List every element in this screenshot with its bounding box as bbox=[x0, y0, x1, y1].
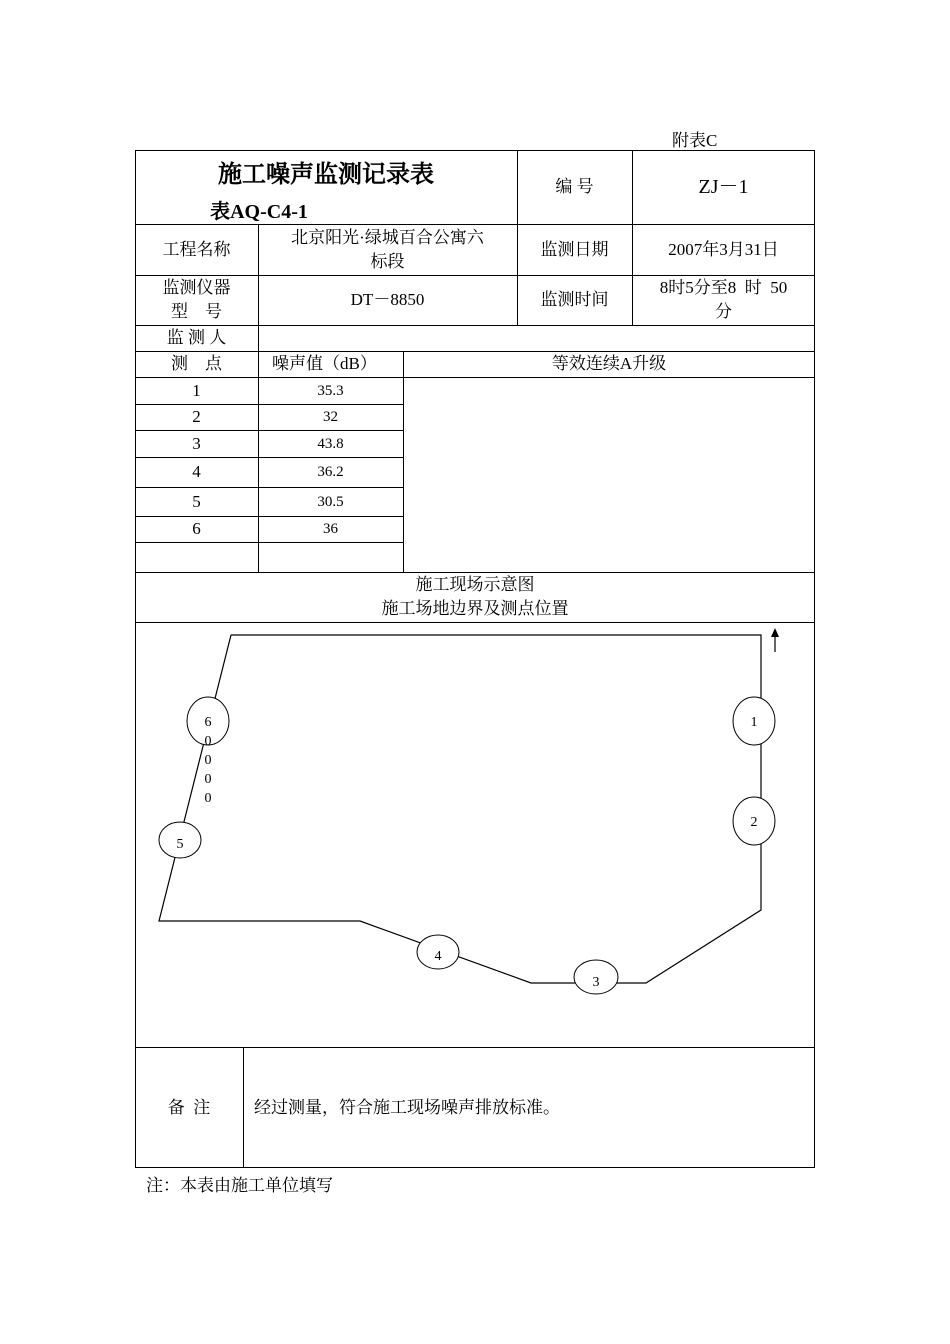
row-point: 1 bbox=[192, 380, 201, 400]
monitor-person-label: 监 测 人 bbox=[166, 328, 227, 347]
measure-point-4 bbox=[417, 935, 459, 969]
site-boundary bbox=[159, 635, 761, 983]
svg-text:2: 2 bbox=[750, 815, 758, 830]
monitor-time-label: 监测时间 bbox=[540, 290, 609, 309]
svg-text:1: 1 bbox=[750, 715, 758, 730]
col-header-noise: 噪声值（dB） bbox=[272, 354, 377, 373]
row-value: 30.5 bbox=[317, 493, 344, 510]
point-6-extra: 0 bbox=[204, 791, 212, 806]
form-code: 表AQ-C4-1 bbox=[210, 201, 308, 223]
project-name-line1: 北京阳光·绿城百合公寓六 bbox=[291, 227, 484, 247]
number-label: 编 号 bbox=[555, 177, 594, 196]
instrument-model: DT－8850 bbox=[350, 290, 425, 309]
form-title: 施工噪声监测记录表 bbox=[218, 162, 434, 188]
svg-text:6: 6 bbox=[204, 715, 212, 730]
point-6-extra: 0 bbox=[204, 753, 212, 768]
row-point: 3 bbox=[192, 433, 201, 453]
col-header-equivalent: 等效连续A升级 bbox=[551, 354, 667, 373]
row-point: 5 bbox=[192, 491, 201, 511]
svg-text:5: 5 bbox=[176, 837, 184, 852]
measure-point-3 bbox=[574, 960, 618, 994]
monitor-date-value: 2007年3月31日 bbox=[668, 239, 779, 259]
row-point: 6 bbox=[192, 519, 201, 538]
point-6-extra: 0 bbox=[204, 772, 212, 787]
point-6-extra: 0 bbox=[204, 734, 212, 749]
row-value: 36.2 bbox=[317, 464, 344, 480]
appendix-label: 附表C bbox=[672, 131, 718, 150]
row-value: 36 bbox=[323, 521, 338, 537]
row-point: 2 bbox=[192, 407, 201, 426]
instrument-label-line1: 监测仪器 bbox=[162, 278, 231, 297]
site-title-line1: 施工现场示意图 bbox=[415, 575, 535, 594]
monitor-date-label: 监测日期 bbox=[540, 239, 609, 259]
project-name-label: 工程名称 bbox=[162, 239, 231, 259]
footnote: 注：本表由施工单位填写 bbox=[146, 1176, 333, 1195]
north-arrow-icon bbox=[771, 628, 779, 652]
svg-text:3: 3 bbox=[592, 975, 600, 990]
row-point: 4 bbox=[192, 462, 201, 481]
col-header-point: 测 点 bbox=[171, 354, 222, 373]
row-value: 35.3 bbox=[317, 382, 344, 399]
measure-point-6 bbox=[187, 697, 229, 806]
instrument-label-line2: 型 号 bbox=[171, 302, 222, 321]
measure-point-1 bbox=[733, 697, 775, 745]
measure-point-2 bbox=[733, 797, 775, 845]
measure-point-5 bbox=[159, 822, 201, 858]
row-value: 32 bbox=[323, 409, 338, 425]
monitor-time-line2: 分 bbox=[715, 302, 732, 321]
remarks-text: 经过测量，符合施工现场噪声排放标准。 bbox=[254, 1097, 560, 1117]
project-name-line2: 标段 bbox=[370, 251, 405, 271]
remarks-label: 备 注 bbox=[167, 1097, 211, 1117]
row-value: 43.8 bbox=[317, 435, 344, 452]
monitor-time-line1: 8时5分至8 时 50 bbox=[659, 278, 788, 297]
number-value: ZJ－1 bbox=[698, 176, 749, 198]
svg-text:4: 4 bbox=[434, 949, 442, 964]
site-title-line2: 施工场地边界及测点位置 bbox=[381, 599, 569, 618]
